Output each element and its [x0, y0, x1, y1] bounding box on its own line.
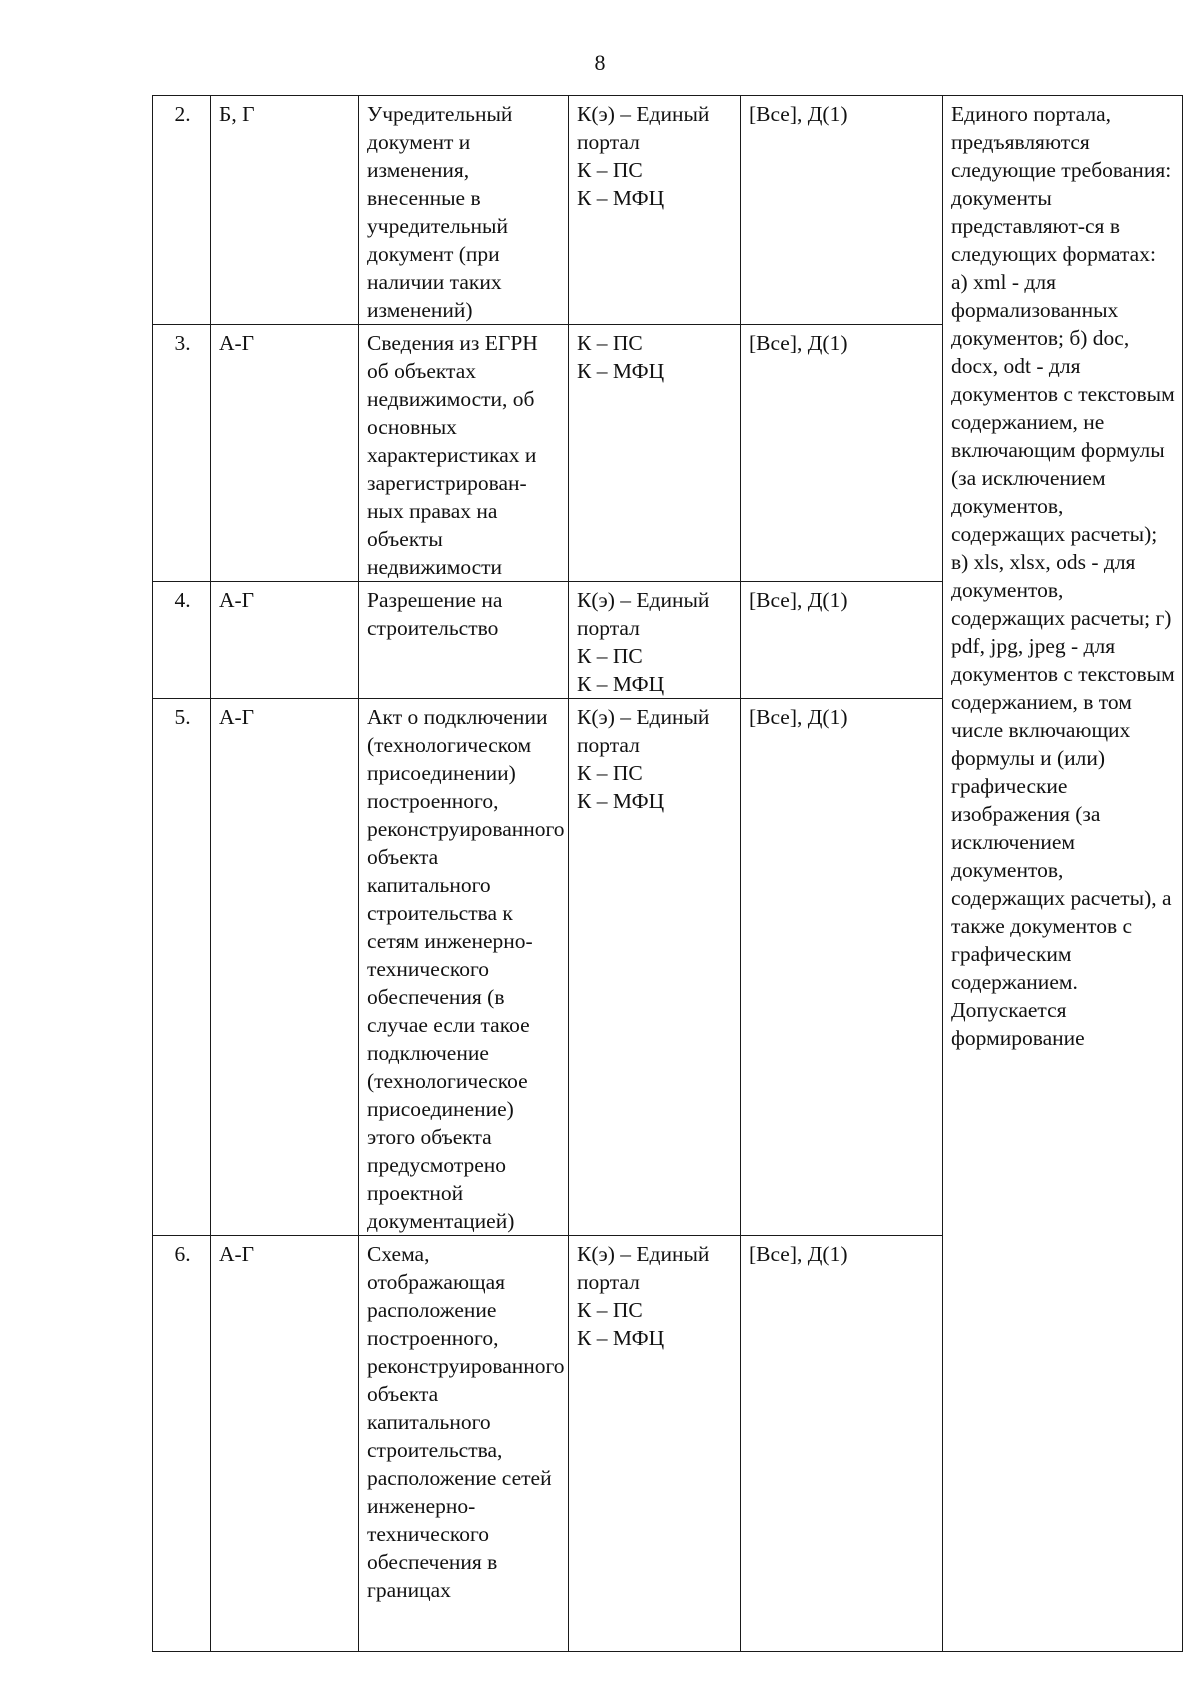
channel-item: К – МФЦ [577, 789, 665, 813]
submission-channels [569, 699, 741, 1236]
applicant-category: Б, Г [211, 96, 359, 325]
applicant-category: А-Г [211, 582, 359, 699]
document-name: Схема, отображающая расположение построенного, реконструированного объекта капитального строительства, расположение сетей инженерно-технического обеспечения в границах [359, 1236, 569, 1652]
applicant-category: А-Г [211, 1236, 359, 1652]
channel-item: К – ПС [577, 331, 643, 355]
channel-item: К(э) – Единый портал [577, 588, 710, 640]
document-scope: [Все], Д(1) [741, 1236, 943, 1652]
channel-item: К – МФЦ [577, 1326, 665, 1350]
document-name: Акт о подключении (технологическом присоединении) построенного, реконструированного объекта капитального строительства к сетям инженерно-технического обеспечения (в случае если такое подключение (технологическое присоединение) этого объекта предусмотрено проектной документацией) [359, 699, 569, 1236]
submission-channels [569, 325, 741, 582]
document-name: Учредительный документ и изменения, внесенные в учредительный документ (при наличии таких изменений) [359, 96, 569, 325]
channel-item: К – ПС [577, 644, 643, 668]
channel-item: К – ПС [577, 158, 643, 182]
document-name: Разрешение на строительство [359, 582, 569, 699]
format-requirements [943, 96, 1183, 1652]
channel-item: К – МФЦ [577, 672, 665, 696]
submission-channels [569, 96, 741, 325]
table-row [153, 96, 1183, 325]
channel-item: К(э) – Единый портал [577, 705, 710, 757]
row-number: 3. [153, 325, 211, 582]
documents-table [152, 95, 1183, 1652]
row-number: 4. [153, 582, 211, 699]
submission-channels [569, 1236, 741, 1652]
row-number: 6. [153, 1236, 211, 1652]
page-number: 8 [594, 50, 606, 75]
channel-item: К – МФЦ [577, 359, 665, 383]
format-requirements-text: Единого портала, предъявляются следующие требования: документы представляют-ся в следующих форматах: а) xml - для формализованных документов; б) doc, docx, odt - для документов с текстовым содержанием, не включающим формулы (за исключением документов, содержащих расчеты); в) xls, xlsx, ods - для документов, содержащих расчеты; г) pdf, jpg, jpeg - для документов с текстовым содержанием, в том числе включающих формулы и (или) графические изображения (за исключением документов, содержащих расчеты), а также документов с графическим содержанием. Допускается формирование [951, 102, 1175, 1050]
channel-item: К(э) – Единый портал [577, 1242, 710, 1294]
row-number: 5. [153, 699, 211, 1236]
channel-item: К – МФЦ [577, 186, 665, 210]
document-scope: [Все], Д(1) [741, 325, 943, 582]
channel-item: К – ПС [577, 761, 643, 785]
applicant-category: А-Г [211, 699, 359, 1236]
applicant-category: А-Г [211, 325, 359, 582]
row-number: 2. [153, 96, 211, 325]
channel-item: К – ПС [577, 1298, 643, 1322]
channel-item: К(э) – Единый портал [577, 102, 710, 154]
submission-channels [569, 582, 741, 699]
document-scope: [Все], Д(1) [741, 582, 943, 699]
document-scope: [Все], Д(1) [741, 699, 943, 1236]
document-name: Сведения из ЕГРН об объектах недвижимости, об основных характеристиках и зарегистрирован-ных правах на объекты недвижимости [359, 325, 569, 582]
document-scope: [Все], Д(1) [741, 96, 943, 325]
